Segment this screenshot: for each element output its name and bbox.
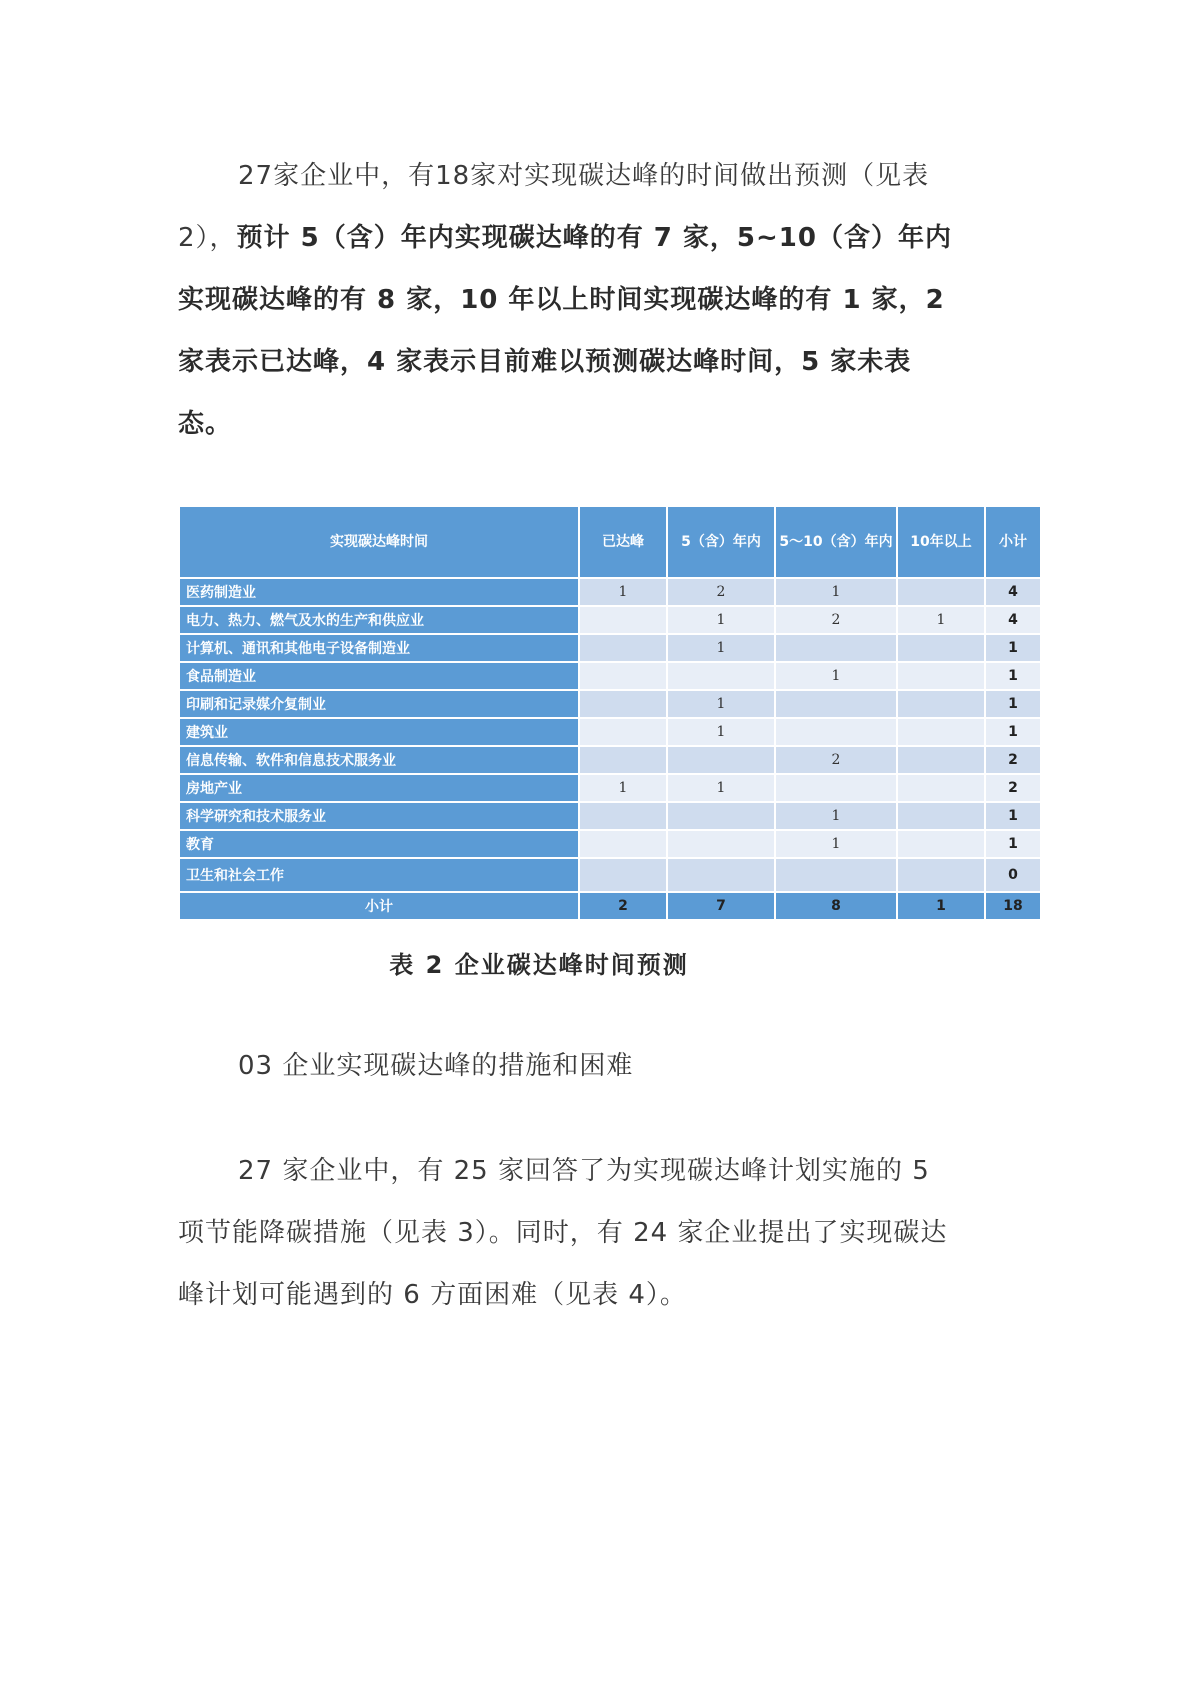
table-row [179, 802, 1041, 830]
cell-5-to-10-years: 1 [775, 802, 897, 830]
cell-over-10-years [897, 858, 985, 892]
cell-5-to-10-years: 1 [775, 830, 897, 858]
cell-over-10-years [897, 718, 985, 746]
row-industry-label: 教育 [179, 830, 579, 858]
cell-peaked [579, 634, 667, 662]
table-row [179, 858, 1041, 892]
table-row [179, 634, 1041, 662]
measures-paragraph: 27 家企业中，有 25 家回答了为实现碳达峰计划实施的 5 项节能降碳措施（见表 3）。同时，有 24 家企业提出了实现碳达峰计划可能遇到的 6 方面困难（见表 4）。 [178, 1156, 948, 1310]
table-row [179, 830, 1041, 858]
cell-over-10-years: 1 [897, 606, 985, 634]
cell-subtotal: 2 [985, 774, 1041, 802]
cell-within-5-years [667, 858, 775, 892]
cell-peaked: 1 [579, 774, 667, 802]
cell-peaked [579, 802, 667, 830]
cell-within-5-years: 1 [667, 634, 775, 662]
cell-5-to-10-years: 2 [775, 746, 897, 774]
row-industry-label: 食品制造业 [179, 662, 579, 690]
cell-within-5-years: 1 [667, 606, 775, 634]
cell-within-5-years: 1 [667, 774, 775, 802]
cell-within-5-years: 1 [667, 690, 775, 718]
cell-peaked [579, 858, 667, 892]
footer-peaked: 2 [579, 892, 667, 920]
cell-5-to-10-years: 1 [775, 578, 897, 606]
cell-over-10-years [897, 634, 985, 662]
cell-peaked: 1 [579, 578, 667, 606]
cell-over-10-years [897, 774, 985, 802]
cell-over-10-years [897, 802, 985, 830]
cell-subtotal: 1 [985, 830, 1041, 858]
intro-normal-text: 27家企业中，有18家对实现碳达峰的时间做出预测（见表 2）， [178, 161, 930, 253]
cell-over-10-years [897, 830, 985, 858]
row-industry-label: 科学研究和技术服务业 [179, 802, 579, 830]
footer-within-5-years: 7 [667, 892, 775, 920]
row-industry-label: 信息传输、软件和信息技术服务业 [179, 746, 579, 774]
row-industry-label: 卫生和社会工作 [179, 858, 579, 892]
cell-5-to-10-years [775, 690, 897, 718]
cell-peaked [579, 606, 667, 634]
row-industry-label: 房地产业 [179, 774, 579, 802]
table-footer-row [179, 892, 1041, 920]
section-heading: 03 企业实现碳达峰的措施和困难 [238, 1051, 634, 1081]
footer-label: 小计 [179, 892, 579, 920]
header-subtotal: 小计 [985, 506, 1041, 578]
cell-5-to-10-years [775, 774, 897, 802]
cell-within-5-years [667, 802, 775, 830]
table-row [179, 606, 1041, 634]
row-industry-label: 印刷和记录媒介复制业 [179, 690, 579, 718]
intro-paragraph [178, 145, 958, 455]
cell-subtotal: 2 [985, 746, 1041, 774]
table-row [179, 774, 1041, 802]
peak-time-table-wrapper [178, 505, 1040, 921]
cell-5-to-10-years [775, 858, 897, 892]
intro-bold-text: 预计 5（含）年内实现碳达峰的有 7 家，5~10（含）年内实现碳达峰的有 8 家，10 年以上时间实现碳达峰的有 1 家，2 家表示已达峰，4 家表示目前难以预测碳达峰时间，5 家未表态。 [178, 223, 952, 439]
header-industry: 实现碳达峰时间 [179, 506, 579, 578]
table-header-row [179, 506, 1041, 578]
cell-over-10-years [897, 662, 985, 690]
cell-peaked [579, 662, 667, 690]
cell-within-5-years [667, 662, 775, 690]
footer-total: 18 [985, 892, 1041, 920]
table-row [179, 690, 1041, 718]
cell-subtotal: 0 [985, 858, 1041, 892]
header-over-10-years: 10年以上 [897, 506, 985, 578]
cell-subtotal: 1 [985, 802, 1041, 830]
cell-peaked [579, 746, 667, 774]
table-row [179, 578, 1041, 606]
cell-5-to-10-years: 1 [775, 662, 897, 690]
cell-over-10-years [897, 746, 985, 774]
cell-within-5-years: 2 [667, 578, 775, 606]
cell-within-5-years [667, 830, 775, 858]
table-row [179, 662, 1041, 690]
row-industry-label: 电力、热力、燃气及水的生产和供应业 [179, 606, 579, 634]
cell-subtotal: 4 [985, 606, 1041, 634]
cell-5-to-10-years [775, 718, 897, 746]
table-row [179, 746, 1041, 774]
cell-over-10-years [897, 690, 985, 718]
footer-over-10-years: 1 [897, 892, 985, 920]
header-peaked: 已达峰 [579, 506, 667, 578]
row-industry-label: 计算机、通讯和其他电子设备制造业 [179, 634, 579, 662]
cell-peaked [579, 830, 667, 858]
cell-within-5-years: 1 [667, 718, 775, 746]
row-industry-label: 医药制造业 [179, 578, 579, 606]
header-within-5-years: 5（含）年内 [667, 506, 775, 578]
table-caption: 表 2 企业碳达峰时间预测 [389, 951, 689, 979]
cell-5-to-10-years [775, 634, 897, 662]
header-5-to-10-years: 5～10（含）年内 [775, 506, 897, 578]
footer-5-to-10-years: 8 [775, 892, 897, 920]
cell-peaked [579, 718, 667, 746]
cell-peaked [579, 690, 667, 718]
peak-time-table [178, 505, 1042, 921]
cell-subtotal: 1 [985, 662, 1041, 690]
cell-subtotal: 1 [985, 690, 1041, 718]
cell-subtotal: 4 [985, 578, 1041, 606]
table-row [179, 718, 1041, 746]
cell-5-to-10-years: 2 [775, 606, 897, 634]
cell-subtotal: 1 [985, 634, 1041, 662]
cell-within-5-years [667, 746, 775, 774]
cell-over-10-years [897, 578, 985, 606]
cell-subtotal: 1 [985, 718, 1041, 746]
row-industry-label: 建筑业 [179, 718, 579, 746]
